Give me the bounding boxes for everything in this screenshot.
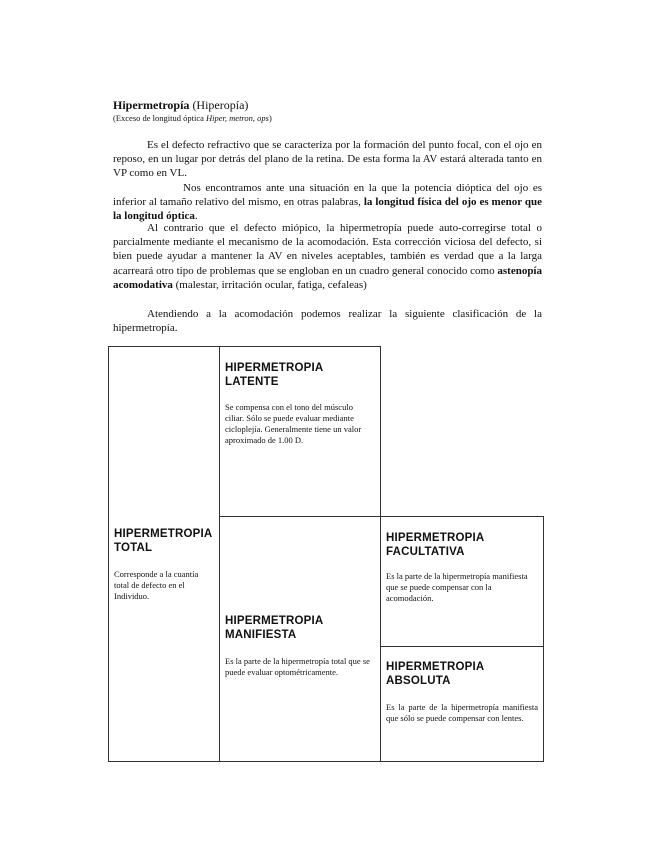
box-total-title: HIPERMETROPIA TOTAL <box>114 528 213 554</box>
box-absoluta-title: HIPERMETROPIA ABSOLUTA <box>386 661 485 687</box>
box-total-text: Corresponde a la cuantía total de defecto en el Individuo. <box>114 569 199 601</box>
paragraph-classification-intro: Atendiendo a la acomodación podemos realizar la siguiente clasificación de la hipermetropía. <box>113 308 542 335</box>
p3-text: Al contrario que el defecto miópico, la hipermetropía puede auto-corregirse total o parcialmente mediante el mecanismo de la acomodación. Esta corrección viciosa del defecto, si bien puede ayudar a mantener la AV en niveles aceptables, también es verdad que a la larga acarreará otro tipo de problemas que se engloban en un cuadro general conocido como <box>113 222 542 277</box>
box-latente-text: Se compensa con el tono del músculo ciliar. Sólo se puede evaluar mediante cicloplejía. Generalmente tiene un valor aproximado de 1.00 D. <box>225 402 362 445</box>
box-facultativa-text: Es la parte de la hipermetropía manifiesta que se puede compensar con la acomodación. <box>386 571 528 603</box>
p3-bold: astenopía acomodativa <box>113 264 542 291</box>
subtitle-italic: Hiper, metron, ops <box>206 113 269 123</box>
box-manifiesta <box>219 516 381 762</box>
document-title <box>113 98 248 113</box>
paragraph-definition: Es el defecto refractivo que se caracteriza por la formación del punto focal, con el ojo en reposo, en un lugar por detrás del plano de la retina. De esta forma la AV estará alterada tanto en VP como en VL. <box>113 139 542 180</box>
paragraph-power <box>113 181 542 224</box>
box-total <box>108 346 220 762</box>
box-latente-title: HIPERMETROPIA LATENTE <box>225 362 324 388</box>
box-absoluta <box>380 646 544 762</box>
box-absoluta-text: Es la parte de la hipermetropía manifiesta que sólo se puede compensar con lentes. <box>386 702 538 723</box>
box-facultativa-title: HIPERMETROPIA FACULTATIVA <box>386 532 485 558</box>
p2-end: . <box>194 210 198 223</box>
paragraph-accommodation <box>113 221 542 292</box>
box-manifiesta-text: Es la parte de la hipermetropía total que se puede evaluar optométricamente. <box>225 656 370 677</box>
p3-end: (malestar, irritación ocular, fatiga, cefaleas) <box>172 278 367 291</box>
subtitle-post: ) <box>268 113 272 123</box>
title-bold: Hipermetropía <box>113 98 190 112</box>
title-rest: (Hiperopía) <box>189 98 249 112</box>
box-manifiesta-title: HIPERMETROPIA MANIFIESTA <box>225 615 324 641</box>
box-facultativa <box>380 516 544 647</box>
box-latente <box>219 346 381 517</box>
subtitle-pre: (Exceso de longitud óptica <box>113 113 207 123</box>
document-subtitle <box>113 113 272 123</box>
p2-text: Nos encontramos ante una situación en la que la potencia dióptica del ojo es inferior al tamaño relativo del mismo, en otras palabras, <box>113 182 542 209</box>
p2-bold: la longitud física del ojo es menor que la longitud óptica <box>113 196 542 223</box>
